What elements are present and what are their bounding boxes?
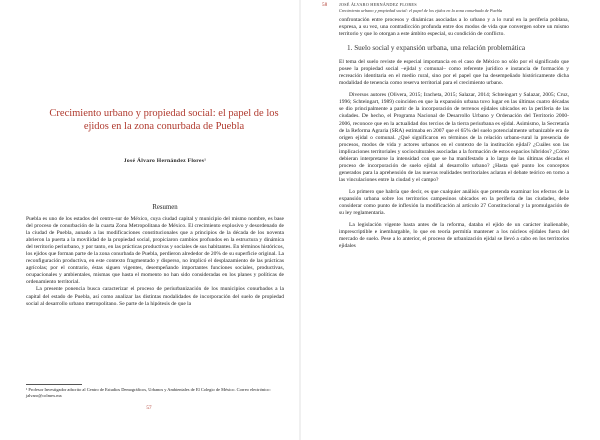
page-number-right: 58 xyxy=(322,2,328,8)
abstract-heading: Resumen xyxy=(152,204,178,211)
body-paragraph: El tema del suelo reviste de especial importancia en el caso de México no sólo por el significado que posee la propiedad social –ejidal y comunal– como referente jurídico e instancia de formación y recreación identitaria en el medio rural, sino por el papel que ha desempeñado históricamente dicha modalidad de tenencia como reserva territorial para el crecimiento urbano. xyxy=(339,59,569,87)
footnote-rule xyxy=(26,384,82,385)
paper-title: Crecimiento urbano y propiedad social: el papel de los ejidos en la zona conurbada de Puebla xyxy=(49,108,279,132)
running-head-author: JOSÉ ÁLVARO HERNÁNDEZ FLORES xyxy=(339,2,417,7)
running-head-title: Crecimiento urbano y propiedad social: el papel de los ejidos en la zona conurbada de Puebla xyxy=(339,8,503,13)
body-paragraph: confrontación entre procesos y dinámicas asociadas a lo urbano y a lo rural en la periferia poblana, expresa, a su vez, una contradicción profunda entre dos modos de vida que convergen sobre un mismo territorio y que lo otorgan a este ámbito especial, su condición de conflicto. xyxy=(339,17,569,38)
page-gutter xyxy=(299,0,301,440)
footnote: ¹ Profesor Investigador adscrito al Centro de Estudios Demográficos, Urbanos y Ambientales de El Colegio de México. Correo electrónico: jalvaro@colmex.mx xyxy=(26,387,271,398)
abstract-paragraph: La presente ponencia busca caracterizar el proceso de periurbanización de los municipios conurbados a la capital del estado de Puebla, así como analizar las distintas modalidades de incorporación del suelo de propiedad social al desarrollo urbano metropolitano. Se parte de la hipótesis de que la xyxy=(26,286,284,307)
page-number-left: 57 xyxy=(146,405,152,411)
section-heading: 1. Suelo social y expansión urbana, una relación problemática xyxy=(347,44,526,53)
abstract-body xyxy=(26,216,284,308)
left-page xyxy=(0,0,298,440)
right-page xyxy=(302,0,600,440)
abstract-paragraph: Puebla es uno de los estados del centro-sur de México, cuya ciudad capital y municipio del mismo nombre, es base del proceso de conurbación de la cuarta Zona Metropolitana de México. El crecimiento explosivo y desordenado de la ciudad de Puebla, aunado a las modificaciones constitucionales que a principios de la década de los noventa abrieron la puerta a la movilidad de la propiedad social, propiciaron cambios profundos en la estructura y dinámica del territorio periurbano, y por tanto, en las prácticas productivas y sociales de sus habitantes. En términos históricos, los ejidos que forman parte de la zona conurbada de Puebla, perdieron alrededor de 20% de su superficie original. La reconfiguración productiva, en este contexto fragmentado y disperso, no implicó el desplazamiento de las prácticas agrícolas; por el contrario, éstas siguen vigentes, desempeñando importantes funciones sociales, productivas, ocupacionales y ambientales, mismas que hasta el momento no han sido consideradas en los planes y políticas de ordenamiento territorial. xyxy=(26,216,284,286)
body-paragraph: Lo primero que habría que decir, es que cualquier análisis que pretenda examinar los efectos de la expansión urbana sobre los territorios campesinos ubicados en la periferia de las ciudades, debe considerar como punto de inflexión la modificación al artículo 27 Constitucional y la promulgación de su ley reglamentaria. xyxy=(339,188,569,217)
body-paragraph: Diversos autores (Olivera, 2015; Iracheta, 2015; Salazar, 2014; Schteingart y Salazar, 2005; Cruz, 1996; Schteingart, 1989) coinciden en que la expansión urbana tuvo lugar en las últimas cuatro décadas se dio principalmente a partir de la incorporación de terrenos ejidales ubicados en la periferia de las ciudades. De hecho, el Programa Nacional de Desarrollo Urbano y Ordenación del Territorio 2000-2006, reconoce que en la actualidad dos tercios de la tierra periurbana es ejidal. Asimismo, la Secretaría de la Reforma Agraria (SRA) estimaba en 2007 que el 65% del suelo potencialmente urbanizable era de origen ejidal o comunal. ¿Qué significaron en términos de la relación urbano-rural la presencia de procesos, modos de vida y actores urbanos en el contexto de la institución ejidal? ¿Cuáles son las implicaciones territoriales y socioculturales asociadas a la formación de estos espacios híbridos? ¿Cómo debieran interpretarse la intensidad con que se ha manifestado a lo largo de las últimas décadas el proceso de incorporación de suelo ejidal al desarrollo urbano? ¿Hasta qué punto los conceptos generados para la aprehensión de las nuevas realidades territoriales aclaran el debate teórico en torno a las vinculaciones entre la ciudad y el campo? xyxy=(339,92,569,183)
body-paragraph: La legislación vigente hasta antes de la reforma, databa el ejido de un carácter inalienable, imprescriptible e inembargable, lo que en teoría permitía mantener a los núcleos ejidales fuera del mercado de suelo. Pese a lo anterior, el proceso de urbanización ejidal se llevó a cabo en los territorios ejidales xyxy=(339,222,569,250)
author-name: José Álvaro Hernández Flores¹ xyxy=(123,158,207,164)
right-body xyxy=(339,17,569,250)
